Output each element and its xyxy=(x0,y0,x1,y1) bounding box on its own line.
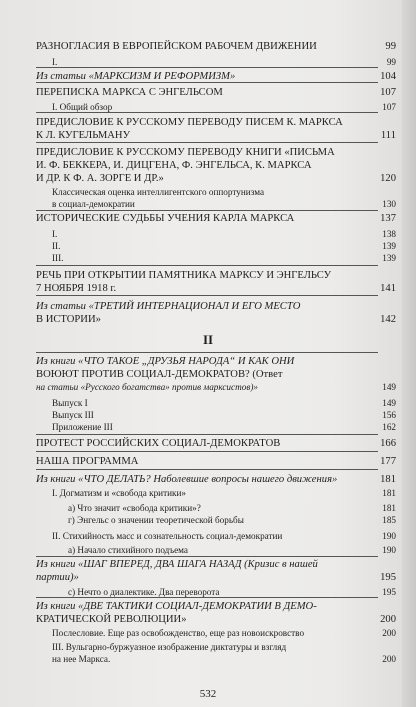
entry-title: РАЗНОГЛАСИЯ В ЕВРОПЕЙСКОМ РАБОЧЕМ ДВИЖЕНИИ xyxy=(36,41,317,52)
page-ref: 142 xyxy=(380,314,396,325)
page-ref: 185 xyxy=(382,515,396,525)
entry-title: Из книги «ЧТО ДЕЛАТЬ? Наболевшие вопросы нашего движения» xyxy=(36,474,338,485)
toc-entry xyxy=(36,40,396,53)
toc-entry xyxy=(36,437,396,450)
entry-title: Выпуск I xyxy=(52,398,88,408)
toc-entry xyxy=(36,627,396,639)
toc-entry xyxy=(36,186,396,210)
divider xyxy=(36,265,378,266)
toc-entry xyxy=(36,116,396,142)
entry-title: И. Ф. БЕККЕРА, И. ДИЦГЕНА, Ф. ЭНГЕЛЬСА, К. МАРКСА xyxy=(36,160,312,171)
entry-title: Из книги «ШАГ ВПЕРЕД, ДВА ШАГА НАЗАД (Кризис в нашей xyxy=(36,559,318,570)
toc-entry xyxy=(36,641,396,665)
page-ref: 181 xyxy=(382,503,396,513)
page-ref: 162 xyxy=(382,422,396,432)
page-ref: 195 xyxy=(380,572,396,583)
divider xyxy=(36,210,378,211)
entry-title: в социал-демократии xyxy=(52,199,135,209)
divider xyxy=(36,82,378,83)
entry-title: ПЕРЕПИСКА МАРКСА С ЭНГЕЛЬСОМ xyxy=(36,87,223,98)
entry-title: Из книги «ЧТО ТАКОЕ „ДРУЗЬЯ НАРОДА“ И КАК ОНИ xyxy=(36,356,295,367)
entry-title: г) Энгельс о значении теоретической борьбы xyxy=(68,515,244,525)
entry-title: I. xyxy=(52,57,58,67)
entry-title: I. Догматизм и «свобода критики» xyxy=(52,488,186,498)
page-ref: 99 xyxy=(386,57,396,67)
entry-title: II. xyxy=(52,241,61,251)
page-ref: 156 xyxy=(382,410,396,420)
page-ref: 138 xyxy=(382,229,396,239)
entry-title: ПРЕДИСЛОВИЕ К РУССКОМУ ПЕРЕВОДУ ПИСЕМ К. МАРКСА xyxy=(36,117,343,128)
page-ref: 137 xyxy=(380,213,396,224)
divider xyxy=(36,67,378,68)
divider xyxy=(36,469,378,470)
entry-title: НАША ПРОГРАММА xyxy=(36,456,139,467)
section-heading: II xyxy=(202,332,214,347)
page-ref: 107 xyxy=(382,102,396,112)
toc-entry xyxy=(36,228,396,240)
entry-title: Послесловие. Еще раз освобожденство, еще раз новоискровство xyxy=(52,628,305,638)
page-ref: 107 xyxy=(380,87,396,98)
entry-title: партии)» xyxy=(36,572,79,583)
entry-title: II. Стихийность масс и сознательность социал-демократии xyxy=(52,531,283,541)
entry-title: ВОЮЮТ ПРОТИВ СОЦИАЛ-ДЕМОКРАТОВ? (Ответ xyxy=(36,369,283,380)
toc-entry xyxy=(36,558,396,584)
entry-title: Из книги «ДВЕ ТАКТИКИ СОЦИАЛ-ДЕМОКРАТИИ В ДЕМО- xyxy=(36,601,317,612)
entry-title: ПРОТЕСТ РОССИЙСКИХ СОЦИАЛ-ДЕМОКРАТОВ xyxy=(36,438,281,449)
page-ref: 104 xyxy=(380,71,396,82)
divider xyxy=(36,451,378,452)
divider xyxy=(36,556,378,557)
page-ref: 139 xyxy=(382,241,396,251)
page-ref: 181 xyxy=(380,474,396,485)
entry-title: ПРЕДИСЛОВИЕ К РУССКОМУ ПЕРЕВОДУ КНИГИ «ПИСЬМА xyxy=(36,147,335,158)
toc-entry xyxy=(36,421,396,433)
toc-entry xyxy=(36,530,396,542)
entry-title: с) Нечто о диалектике. Два переворота xyxy=(68,587,220,597)
entry-title: ИСТОРИЧЕСКИЕ СУДЬБЫ УЧЕНИЯ КАРЛА МАРКСА xyxy=(36,213,295,224)
page-ref: 149 xyxy=(382,382,396,392)
entry-title: КРАТИЧЕСКОЙ РЕВОЛЮЦИИ» xyxy=(36,614,187,625)
page-number: 532 xyxy=(199,688,217,700)
page-ref: 200 xyxy=(382,654,396,664)
toc-entry xyxy=(36,86,396,99)
entry-title: 7 НОЯБРЯ 1918 г. xyxy=(36,283,117,294)
entry-title: на нее Маркса. xyxy=(52,654,111,664)
toc-entry xyxy=(36,514,396,526)
page-ref: 181 xyxy=(382,488,396,498)
divider xyxy=(36,434,378,435)
toc-entry xyxy=(36,146,396,185)
entry-title: И ДР. К Ф. А. ЗОРГЕ И ДР.» xyxy=(36,173,164,184)
toc-entry xyxy=(36,300,396,326)
page-ref: 195 xyxy=(382,587,396,597)
entry-title: I. xyxy=(52,229,58,239)
entry-title: I. Общий обзор xyxy=(52,102,113,112)
entry-title: Выпуск III xyxy=(52,410,94,420)
page-ref: 166 xyxy=(380,438,396,449)
page-ref: 200 xyxy=(382,628,396,638)
divider xyxy=(36,142,378,143)
entry-title: РЕЧЬ ПРИ ОТКРЫТИИ ПАМЯТНИКА МАРКСУ И ЭНГЕЛЬСУ xyxy=(36,270,332,281)
toc-entry xyxy=(36,455,396,468)
divider xyxy=(36,352,378,353)
toc-entry xyxy=(36,212,396,225)
page-ref: 130 xyxy=(382,199,396,209)
page-ref: 177 xyxy=(380,456,396,467)
page-ref: 149 xyxy=(382,398,396,408)
toc-entry xyxy=(36,397,396,409)
divider xyxy=(36,295,378,296)
entry-title: В ИСТОРИИ» xyxy=(36,314,101,325)
page-ref: 190 xyxy=(382,545,396,555)
entry-title: III. xyxy=(52,253,64,263)
toc-entry xyxy=(36,473,396,486)
page-ref: 120 xyxy=(380,173,396,184)
toc-entry xyxy=(36,600,396,626)
toc-entry xyxy=(36,252,396,264)
entry-title: на статьи «Русского богатства» против марксистов)» xyxy=(36,382,258,392)
entry-title: Приложение III xyxy=(52,422,113,432)
toc-entry xyxy=(36,502,396,514)
page-ref: 141 xyxy=(380,283,396,294)
entry-title: а) Что значит «свобода критики»? xyxy=(68,503,201,513)
divider xyxy=(36,597,378,598)
divider xyxy=(36,112,378,113)
entry-title: Классическая оценка интеллигентского оппортунизма xyxy=(52,187,265,197)
page-ref: 99 xyxy=(385,41,396,52)
toc-entry xyxy=(36,269,396,295)
toc-entry xyxy=(36,544,396,556)
page-ref: 190 xyxy=(382,531,396,541)
entry-title: Из статьи «МАРКСИЗМ И РЕФОРМИЗМ» xyxy=(36,71,236,82)
toc-entry xyxy=(36,487,396,499)
page-ref: 111 xyxy=(380,130,396,141)
entry-title: Из статьи «ТРЕТИЙ ИНТЕРНАЦИОНАЛ И ЕГО МЕСТО xyxy=(36,301,301,312)
toc-entry xyxy=(36,355,396,393)
page-ref: 200 xyxy=(380,614,396,625)
entry-title: К Л. КУГЕЛЬМАНУ xyxy=(36,130,131,141)
toc-entry xyxy=(36,409,396,421)
entry-title: а) Начало стихийного подъема xyxy=(68,545,188,555)
page-ref: 139 xyxy=(382,253,396,263)
toc-entry xyxy=(36,240,396,252)
entry-title: III. Вульгарно-буржуазное изображение диктатуры и взгляд xyxy=(52,642,287,652)
